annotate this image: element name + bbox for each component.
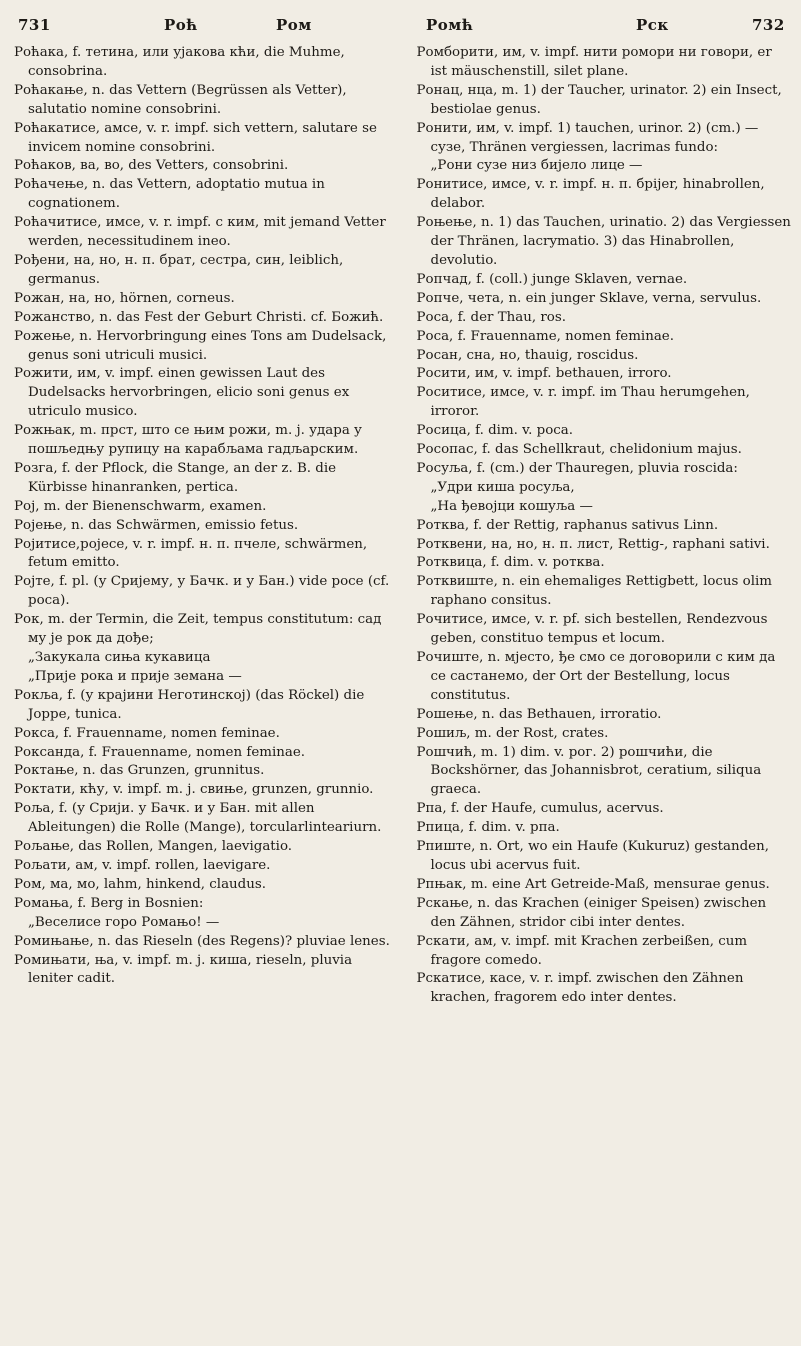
entry-quotation: „На ђевојци кошуља — (430, 498, 593, 514)
dictionary-entry: Роћачење, n. das Vettern, adoptatio mutua in cognationem. (14, 177, 325, 212)
dictionary-entry: Ронитисе, имсе, v. r. impf. н. п. брijer, hinabrollen, delabor. (416, 177, 765, 212)
dictionary-entry: Росан, сна, но, thauig, roscidus. (416, 347, 639, 363)
dictionary-entry: Роћачитисе, имсе, v. r. impf. с ким, mit jemand Vetter werden, necessitudinem ineo. (14, 215, 386, 250)
dictionary-entry: Рој, m. der Bienenschwarm, examen. (14, 498, 267, 514)
dictionary-entry: Роса, f. Frauenname, nomen feminae. (416, 328, 674, 344)
entry-quotation: „Прије рока и прије земана — (28, 668, 242, 684)
dictionary-entry: Ропчад, f. (coll.) junge Sklaven, vernae. (416, 271, 688, 287)
entry-quotation: „Рони сузе низ бијело лице — (430, 158, 643, 174)
dictionary-entry: Роксанда, f. Frauenname, nomen feminae. (14, 744, 306, 760)
dictionary-entry: Росопас, f. das Schellkraut, chelidonium majus. (416, 442, 742, 458)
dictionary-entry: Ројитисе,ројесе, v. r. impf. н. п. пчеле, schwärmen, fetum emitto. (14, 536, 368, 571)
dictionary-entry: Рпица, f. dim. v. рпа. (416, 820, 560, 836)
dictionary-entry: Ротквени, на, но, н. п. лист, Rettig-, raphani sativi. (416, 536, 770, 552)
dictionary-entry: Ројење, n. das Schwärmen, emissio fetus. (14, 517, 299, 533)
dictionary-entry: Ром, ма, мо, lahm, hinkend, claudus. (14, 876, 266, 892)
page-number-right: 732 (752, 16, 785, 34)
dictionary-entry: Роњење, n. 1) das Tauchen, urinatio. 2) das Vergiessen der Thränen, lacrymatio. 3) das Hinabrollen, devolutio. (416, 215, 791, 268)
page-header (14, 8, 791, 44)
dictionary-entry: Росица, f. dim. v. роса. (416, 423, 574, 439)
dictionary-entry: Ротквиште, n. ein ehemaliges Rettigbett, locus olim raphano consitus. (416, 574, 772, 609)
dictionary-entry: Рошчић, m. 1) dim. v. рог. 2) рошчићи, die Bockshörner, das Johannisbrot, ceratium, siliqua graeca. (416, 744, 762, 798)
dictionary-entry: Росуља, f. (cm.) der Thauregen, pluvia roscida: (416, 460, 738, 476)
page-number-left: 731 (18, 16, 51, 34)
dictionary-entry: Росити, им, v. impf. bethauen, irroro. (416, 366, 672, 382)
dictionary-entry: Рпњак, m. eine Art Getreide-Maß, mensurae genus. (416, 876, 770, 892)
dictionary-entry: Рожанство, n. das Fest der Geburt Christi. cf. Божић. (14, 309, 384, 325)
guide-word-right-1: Ромћ (426, 16, 474, 34)
dictionary-entry: Ронац, нца, m. 1) der Taucher, urinator. 2) ein Insect, bestiolae genus. (416, 82, 782, 117)
dictionary-entry: Рошиљ, m. der Rost, crates. (416, 725, 609, 741)
dictionary-entry: Рскати, ам, v. impf. mit Krachen zerbeißen, cum fragore comedo. (416, 933, 748, 968)
dictionary-entry: Ротквица, f. dim. v. ротква. (416, 555, 605, 571)
dictionary-entry: Роситисе, имсе, v. r. impf. im Thau herumgehen, irroror. (416, 385, 750, 420)
dictionary-entry: Роћакатисе, амсе, v. r. impf. sich vettern, salutare se invicem nomine consobrini. (14, 120, 377, 155)
dictionary-entry: Ромињање, n. das Rieseln (des Regens)? pluviae lenes. (14, 933, 390, 949)
entry-quotation: „Закукала сиња кукавица (28, 650, 211, 665)
dictionary-entry: Роћаков, ва, во, des Vetters, consobrini. (14, 158, 289, 174)
dictionary-entry: Ромања, f. Berg in Bosnien: (14, 895, 204, 911)
dictionary-entry: Рочитисе, имсе, v. r. pf. sich bestellen, Rendezvous geben, constituo tempus et locum. (416, 612, 768, 647)
guide-word-left-1: Роћ (164, 16, 198, 34)
dictionary-entry: Рођени, на, но, н. п. брат, сестра, син, leiblich, germanus. (14, 252, 344, 287)
dictionary-entry: Роћака, f. тетина, или ујакова кћи, die Muhme, consobrina. (14, 45, 345, 79)
entry-quotation: „Удри киша росуља, (430, 479, 575, 495)
dictionary-entry: Ротква, f. der Rettig, raphanus sativus Linn. (416, 517, 719, 533)
dictionary-entry: Ронити, им, v. impf. 1) tauchen, urinor. 2) (cm.) — сузе, Thränen vergiessen, lacrimas fundo: (416, 120, 759, 155)
dictionary-entry: Розга, f. der Pflock, die Stange, an der z. B. die Kürbisse hinanranken, pertica. (14, 460, 337, 495)
dictionary-entry: Роћакање, n. das Vettern (Begrüssen als Vetter), salutatio nomine consobrini. (14, 82, 347, 117)
dictionary-entry: Роса, f. der Thau, ros. (416, 309, 566, 325)
guide-word-left-2: Ром (276, 16, 312, 34)
dictionary-entry: Роља, f. (у Срији. у Бачк. и у Бан. mit allen Ableitungen) die Rolle (Mange), torcularlinteariurn. (14, 801, 382, 836)
dictionary-entry: Рскање, n. das Krachen (einiger Speisen) zwischen den Zähnen, stridor cibi inter dentes. (416, 895, 767, 930)
dictionary-entry: Рок, m. der Termin, die Zeit, tempus constitutum: сад му је рок да дође; (14, 612, 382, 647)
dictionary-entry: Рпа, f. der Haufe, cumulus, acervus. (416, 801, 664, 817)
dictionary-entry: Рочиште, n. мјесто, ђе смо се договорили с ким да се састанемо, der Ort der Bestellung, locus constitutus. (416, 650, 776, 703)
dictionary-entry: Рокса, f. Frauenname, nomen feminae. (14, 725, 280, 741)
dictionary-entry: Ропче, чета, n. ein junger Sklave, verna, servulus. (416, 290, 762, 306)
dictionary-entry: Рољање, das Rollen, Mangen, laevigatio. (14, 839, 293, 855)
dictionary-entry: Рошење, n. das Bethauen, irroratio. (416, 706, 662, 722)
dictionary-entry: Рожан, на, но, hörnen, corneus. (14, 290, 235, 306)
left-column (14, 44, 403, 1346)
dictionary-entry: Рожњак, m. прст, што се њим рожи, m. j. удара у пошљедњу рупицу на карабљама гадљарским. (14, 423, 362, 458)
dictionary-entry: Рожити, им, v. impf. einen gewissen Laut des Dudelsacks hervorbringen, elicio soni genus ex utriculo musico. (14, 366, 350, 420)
entry-quotation: „Веселисе горо Ромањо! — (28, 914, 220, 930)
dictionary-entry: Ромборити, им, v. impf. нити ромори ни говори, er ist mäuschenstill, silet plane. (416, 45, 772, 79)
dictionary-entry: Рскатисе, касе, v. r. impf. zwischen den Zähnen krachen, fragorem edo inter dentes. (416, 971, 744, 1006)
dictionary-entry: Рољати, ам, v. impf. rollen, laevigare. (14, 857, 271, 873)
entry-columns (14, 44, 791, 1346)
dictionary-entry: Рпиште, n. Ort, wo ein Haufe (Kukuruz) gestanden, locus ubi acervus fuit. (416, 839, 769, 873)
right-column (403, 44, 792, 1346)
guide-word-right-2: Рск (636, 16, 669, 34)
dictionary-entry: Ромињати, ња, v. impf. m. j. киша, rieseln, pluvia leniter cadit. (14, 952, 353, 987)
dictionary-entry: Ројте, f. pl. (у Сријему, у Бачк. и у Бан.) vide росе (cf. роса). (14, 574, 390, 609)
dictionary-entry: Роктати, кћу, v. impf. m. j. свиње, grunzen, grunnio. (14, 782, 374, 798)
dictionary-entry: Рожење, n. Hervorbringung eines Tons am Dudelsack, genus soni utriculi musici. (14, 328, 387, 363)
dictionary-entry: Рокља, f. (у крајини Неготинској) (das Röckel) die Joppe, tunica. (14, 687, 365, 722)
dictionary-entry: Роктање, n. das Grunzen, grunnitus. (14, 763, 265, 779)
